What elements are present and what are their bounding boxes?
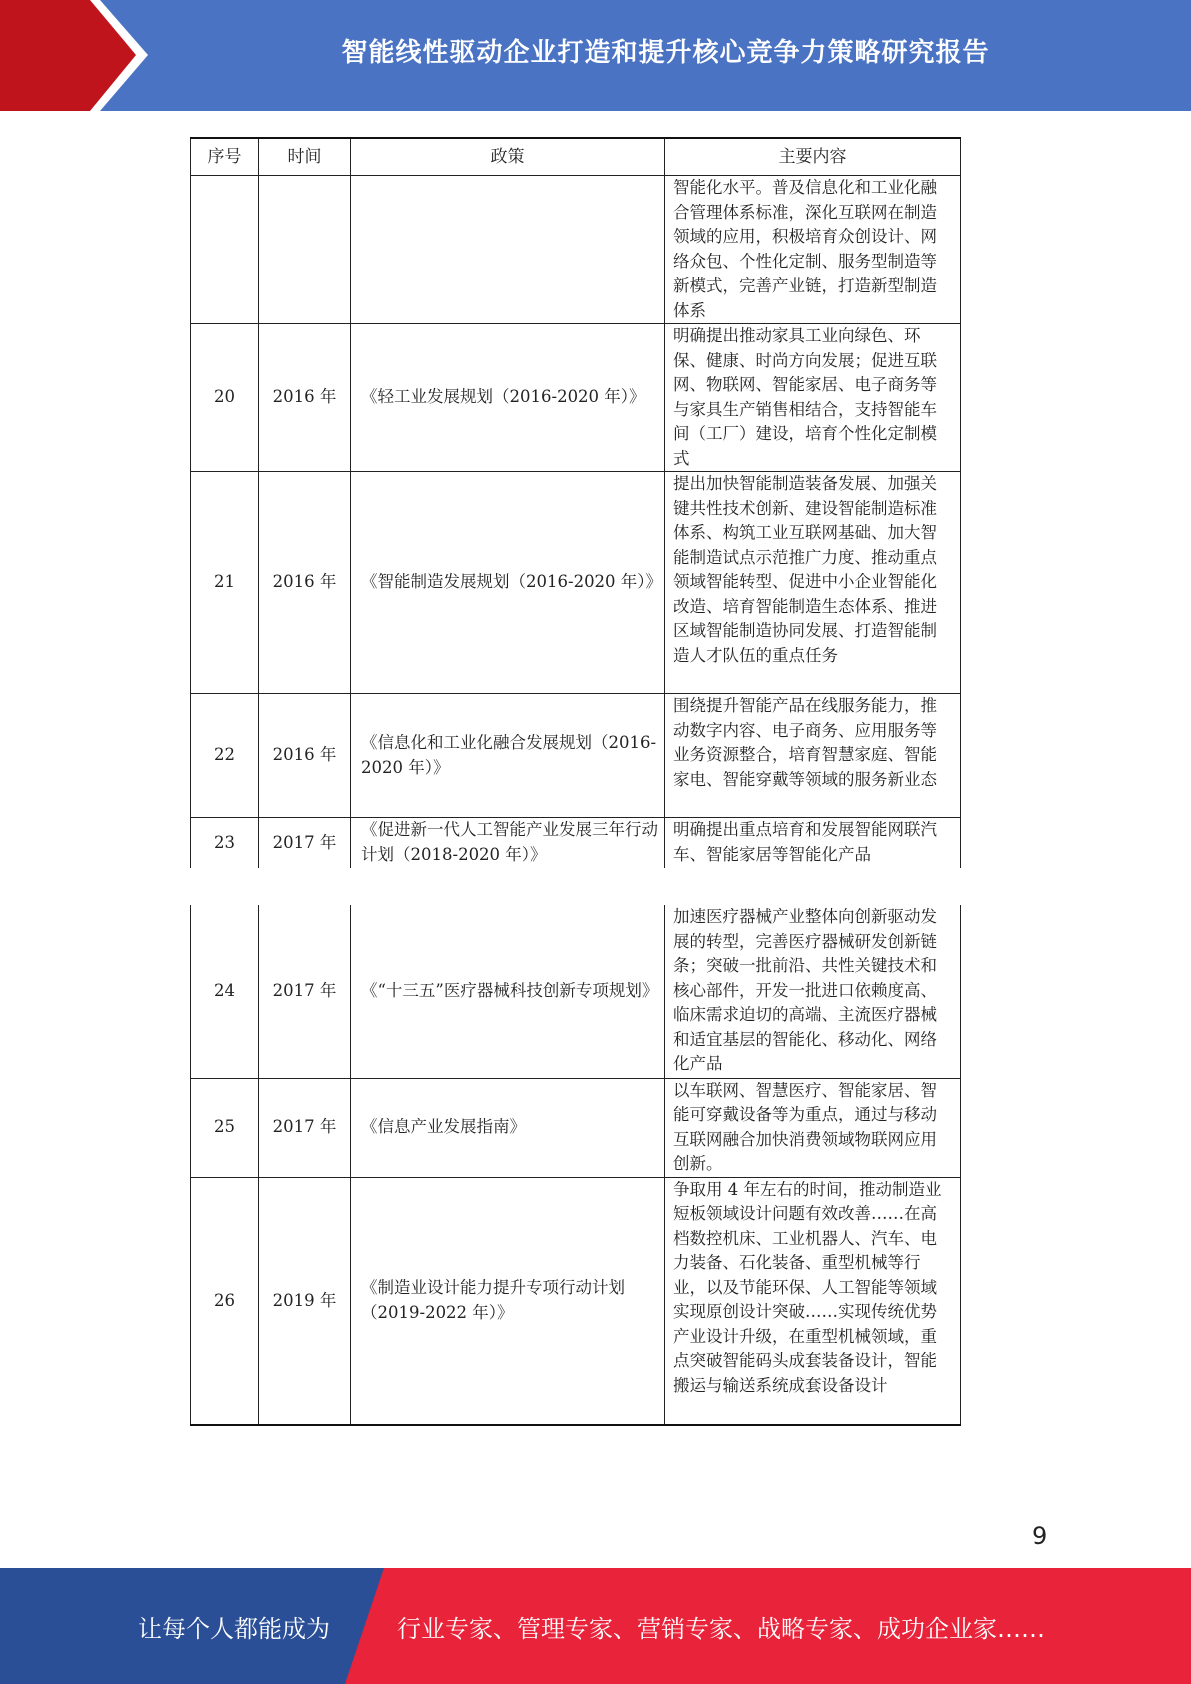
row-policy: 《智能制造发展规划（2016-2020 年）》 [351,472,665,694]
row-no: 24 [191,905,259,1078]
row-content: 争取用 4 年左右的时间，推动制造业短板领域设计问题有效改善……在高档数控机床、工业机器人、汽车、电力装备、石化装备、重型机械等行业，以及节能环保、人工智能等领域实现原创设计突破……实现传统优势产业设计升级，在重型机械领域，重点突破智能码头成套装备设计，智能搬运与输送系统成套设备设计 [665,1177,961,1425]
page-number: 9 [1032,1522,1048,1550]
column-header-policy: 政策 [351,138,665,176]
row-content: 提出加快智能制造装备发展、加强关键共性技术创新、建设智能制造标准体系、构筑工业互联网基础、加大智能制造试点示范推广力度、推动重点领域智能转型、促进中小企业智能化改造、培育智能制造生态体系、推进区域智能制造协同发展、打造智能制造人才队伍的重点任务 [665,472,961,694]
column-header-content: 主要内容 [665,138,961,176]
row-time: 2017 年 [259,1078,351,1177]
row-time: 2016 年 [259,324,351,472]
row-content: 智能化水平。普及信息化和工业化融合管理体系标准，深化互联网在制造领域的应用，积极培育众创设计、网络众包、个性化定制、服务型制造等新模式，完善产业链，打造新型制造体系 [665,176,961,324]
row-content: 明确提出重点培育和发展智能网联汽车、智能家居等智能化产品 [665,818,961,868]
row-no: 26 [191,1177,259,1425]
row-time: 2019 年 [259,1177,351,1425]
row-policy: 《信息产业发展指南》 [351,1078,665,1177]
footer-slogan-right: 行业专家、管理专家、营销专家、战略专家、成功企业家…… [397,1614,1045,1643]
row-policy: 《轻工业发展规划（2016-2020 年）》 [351,324,665,472]
column-header-time: 时间 [259,138,351,176]
footer-banner [0,1568,1191,1684]
row-no: 23 [191,818,259,868]
row-policy: 《信息化和工业化融合发展规划（2016-2020 年）》 [351,694,665,818]
row-time: 2016 年 [259,694,351,818]
policy-table-part-1 [190,137,961,868]
row-no: 22 [191,694,259,818]
table-row [191,324,961,472]
column-header-no: 序号 [191,138,259,176]
row-policy: 《制造业设计能力提升专项行动计划（2019-2022 年）》 [351,1177,665,1425]
row-time [259,176,351,324]
row-policy: 《促进新一代人工智能产业发展三年行动计划（2018-2020 年）》 [351,818,665,868]
row-no [191,176,259,324]
row-no: 25 [191,1078,259,1177]
table-row [191,905,961,1078]
table-row [191,1078,961,1177]
row-content: 加速医疗器械产业整体向创新驱动发展的转型，完善医疗器械研发创新链条；突破一批前沿、共性关键技术和核心部件，开发一批进口依赖度高、临床需求迫切的高端、主流医疗器械和适宜基层的智能化、移动化、网络化产品 [665,905,961,1078]
table-row [191,176,961,324]
table-row [191,1177,961,1425]
policy-table-part-2 [190,905,961,1426]
row-policy: 《“十三五”医疗器械科技创新专项规划》 [351,905,665,1078]
row-time: 2017 年 [259,818,351,868]
row-policy [351,176,665,324]
table-header-row [191,138,961,176]
row-time: 2017 年 [259,905,351,1078]
table-row [191,694,961,818]
table-row [191,818,961,868]
report-title: 智能线性驱动企业打造和提升核心竞争力策略研究报告 [341,37,990,68]
row-time: 2016 年 [259,472,351,694]
row-no: 21 [191,472,259,694]
table-row [191,472,961,694]
row-content: 围绕提升智能产品在线服务能力，推动数字内容、电子商务、应用服务等业务资源整合，培育智慧家庭、智能家电、智能穿戴等领域的服务新业态 [665,694,961,818]
row-no: 20 [191,324,259,472]
footer-slogan-left: 让每个人都能成为 [138,1614,330,1643]
header-banner [0,0,1191,111]
row-content: 明确提出推动家具工业向绿色、环保、健康、时尚方向发展；促进互联网、物联网、智能家居、电子商务等与家具生产销售相结合，支持智能车间（工厂）建设，培育个性化定制模式 [665,324,961,472]
row-content: 以车联网、智慧医疗、智能家居、智能可穿戴设备等为重点，通过与移动互联网融合加快消费领域物联网应用创新。 [665,1078,961,1177]
